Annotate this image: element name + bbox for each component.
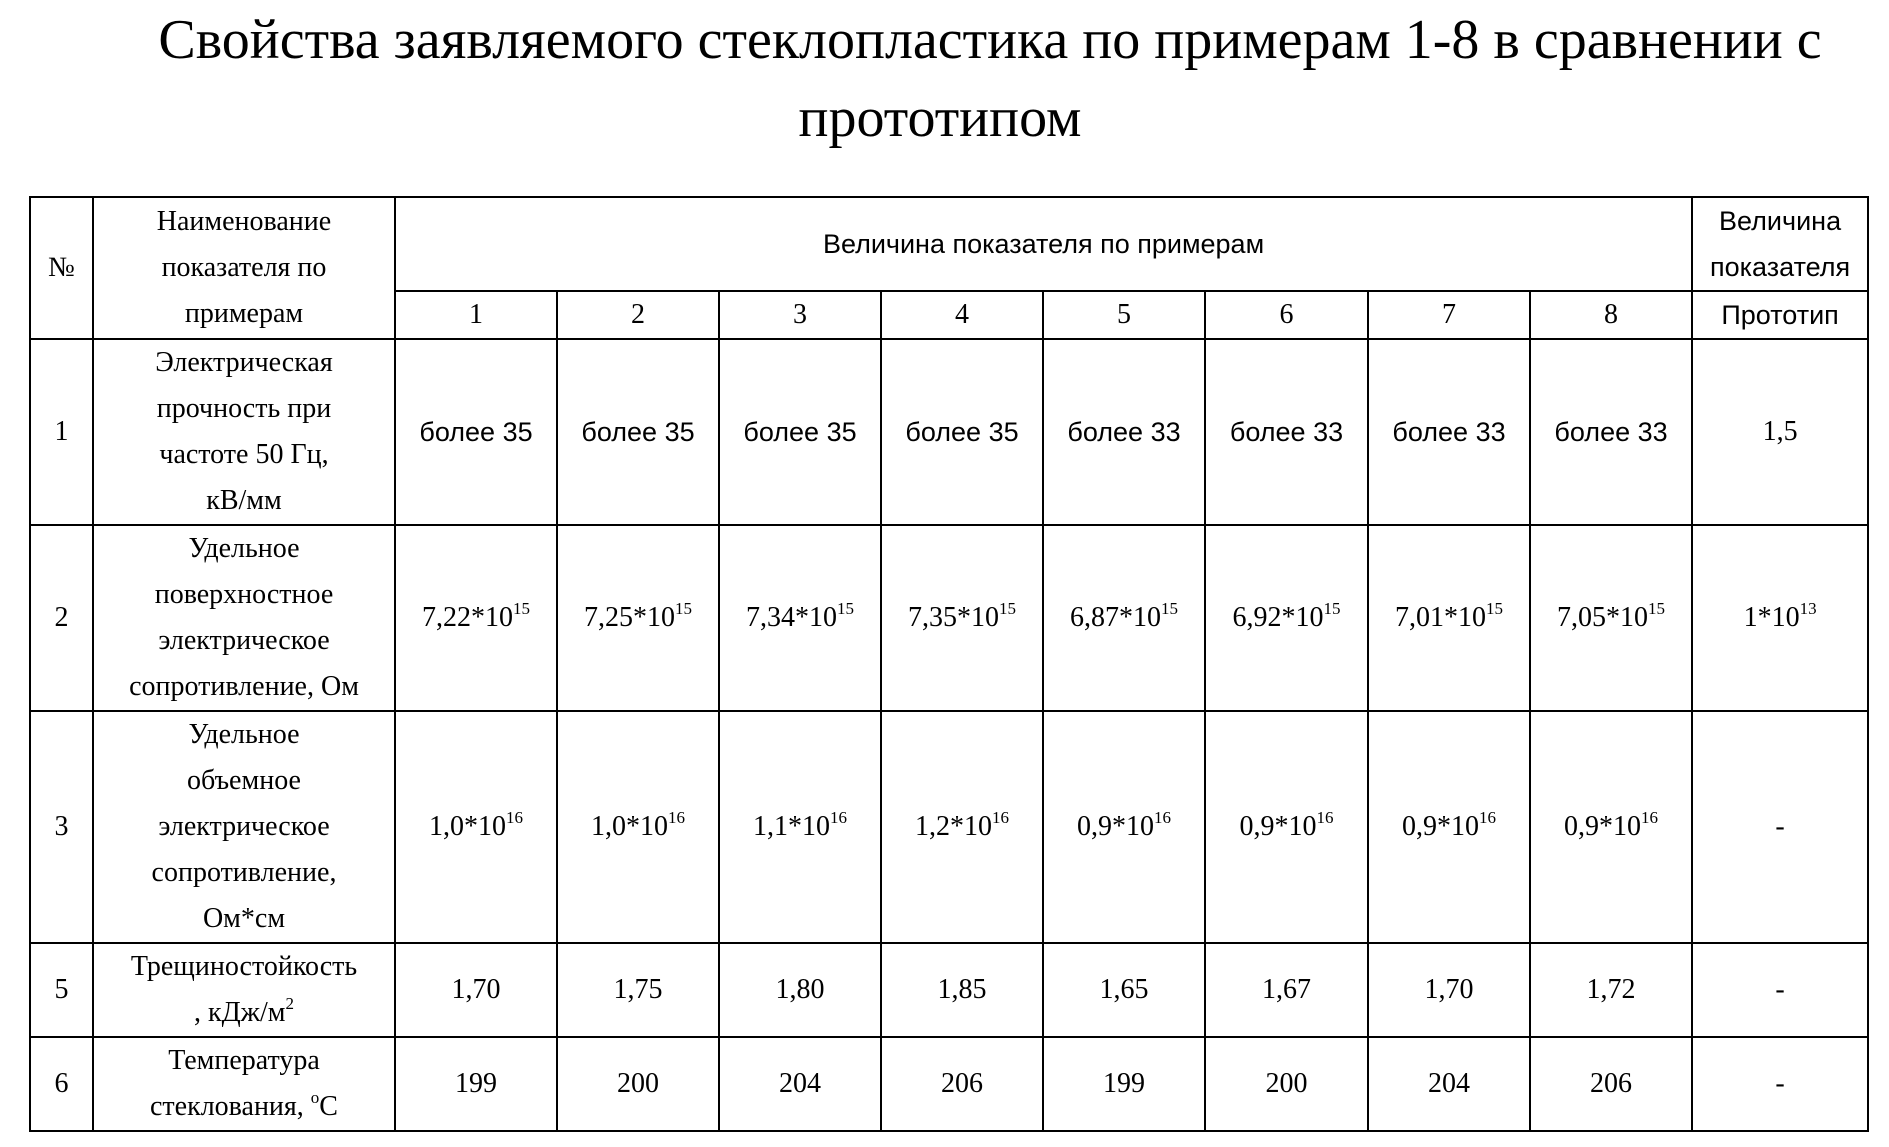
prototype-value: 1,5 — [1763, 416, 1798, 447]
value-exponent: 15 — [1648, 599, 1665, 618]
row-number: 1 — [55, 416, 69, 447]
value-base: 7,34*10 — [746, 602, 837, 633]
table-row — [30, 943, 1868, 1037]
header-example-cell — [881, 291, 1043, 339]
value-cell — [1205, 525, 1368, 711]
value-cell — [719, 943, 881, 1037]
value-cell — [1368, 525, 1530, 711]
header-example-label: 6 — [1280, 299, 1294, 330]
row-number: 2 — [55, 602, 69, 633]
row-number-cell — [30, 711, 93, 943]
value-exponent: 15 — [513, 599, 530, 618]
value-text: 200 — [617, 1068, 659, 1099]
value-exponent: 16 — [830, 808, 847, 827]
prototype-cell — [1692, 525, 1868, 711]
value-cell — [395, 711, 557, 943]
row-name-cell — [93, 1037, 395, 1131]
value-cell — [1043, 943, 1205, 1037]
value-cell — [1368, 1037, 1530, 1131]
row-name-unit: С — [319, 1091, 338, 1122]
header-row-top — [30, 197, 1868, 291]
header-prototype-group-line: Величина — [1719, 206, 1841, 236]
header-example-label: 8 — [1604, 299, 1618, 330]
value-cell — [1530, 943, 1692, 1037]
row-name-cell — [93, 339, 395, 525]
value-base: 1,0*10 — [591, 811, 668, 842]
prototype-cell — [1692, 943, 1868, 1037]
value-text: более 35 — [581, 417, 694, 447]
header-example-cell — [1530, 291, 1692, 339]
value-base: 1,2*10 — [915, 811, 992, 842]
value-cell — [881, 711, 1043, 943]
value-cell — [719, 525, 881, 711]
value-exponent: 15 — [1324, 599, 1341, 618]
value-base: 7,35*10 — [908, 602, 999, 633]
row-number-cell — [30, 339, 93, 525]
row-name-line: Удельное — [188, 719, 299, 750]
value-cell — [395, 525, 557, 711]
value-text: 1,67 — [1262, 974, 1311, 1005]
value-cell — [1530, 711, 1692, 943]
value-cell — [1368, 711, 1530, 943]
value-cell — [881, 525, 1043, 711]
document-title-line-1: Свойства заявляемого стеклопластика по примерам 1-8 в сравнении с — [110, 12, 1870, 68]
value-cell — [881, 339, 1043, 525]
row-number-cell — [30, 1037, 93, 1131]
row-name-line: прочность при — [157, 393, 331, 424]
value-cell — [1205, 339, 1368, 525]
value-cell — [1530, 525, 1692, 711]
value-cell — [557, 525, 719, 711]
value-cell — [395, 943, 557, 1037]
row-number: 6 — [55, 1068, 69, 1099]
header-name-line: Наименование — [157, 206, 331, 237]
value-text: 1,72 — [1587, 974, 1636, 1005]
value-text: 206 — [1590, 1068, 1632, 1099]
value-exponent: 15 — [837, 599, 854, 618]
table-row — [30, 339, 1868, 525]
table-row — [30, 711, 1868, 943]
value-base: 6,92*10 — [1233, 602, 1324, 633]
prototype-value: - — [1775, 811, 1784, 842]
value-cell — [719, 339, 881, 525]
value-text: более 33 — [1554, 417, 1667, 447]
header-example-label: 5 — [1117, 299, 1131, 330]
value-text: 1,75 — [614, 974, 663, 1005]
header-examples-group — [395, 197, 1692, 291]
header-prototype-label: Прототип — [1721, 300, 1838, 330]
row-name-line: стеклования, — [150, 1091, 311, 1122]
value-exponent: 16 — [1154, 808, 1171, 827]
value-text: 204 — [1428, 1068, 1470, 1099]
row-name-line: , кДж/м — [194, 997, 286, 1028]
value-cell — [395, 339, 557, 525]
value-text: более 35 — [905, 417, 1018, 447]
value-cell — [1205, 711, 1368, 943]
value-text: 1,70 — [452, 974, 501, 1005]
value-base: 6,87*10 — [1070, 602, 1161, 633]
value-text: 1,85 — [938, 974, 987, 1005]
header-example-cell — [1368, 291, 1530, 339]
header-example-label: 7 — [1442, 299, 1456, 330]
value-exponent: 16 — [1641, 808, 1658, 827]
table-row — [30, 1037, 1868, 1131]
header-examples-group-label: Величина показателя по примерам — [823, 229, 1264, 259]
value-text: более 35 — [743, 417, 856, 447]
value-base: 7,05*10 — [1557, 602, 1648, 633]
value-cell — [1205, 1037, 1368, 1131]
value-cell — [881, 1037, 1043, 1131]
value-base: 1,1*10 — [753, 811, 830, 842]
value-cell — [881, 943, 1043, 1037]
row-name-cell — [93, 943, 395, 1037]
header-example-cell — [557, 291, 719, 339]
prototype-value-exponent: 13 — [1800, 599, 1817, 618]
header-number-cell — [30, 197, 93, 339]
row-number-cell — [30, 525, 93, 711]
row-name-line: Удельное — [188, 533, 299, 564]
value-base: 0,9*10 — [1240, 811, 1317, 842]
value-cell — [557, 943, 719, 1037]
header-number-label: № — [48, 252, 75, 283]
row-name-line: Ом*см — [203, 903, 285, 934]
prototype-value-base: 1*10 — [1744, 602, 1800, 633]
value-base: 0,9*10 — [1564, 811, 1641, 842]
value-text: более 33 — [1230, 417, 1343, 447]
header-example-cell — [1205, 291, 1368, 339]
value-text: более 33 — [1392, 417, 1505, 447]
value-cell — [1205, 943, 1368, 1037]
header-prototype-group — [1692, 197, 1868, 291]
value-exponent: 16 — [992, 808, 1009, 827]
table-row — [30, 525, 1868, 711]
header-name-line: показателя по — [162, 252, 327, 283]
value-base: 0,9*10 — [1402, 811, 1479, 842]
row-name-cell — [93, 711, 395, 943]
row-name-exponent: 2 — [286, 994, 295, 1013]
value-text: 1,70 — [1425, 974, 1474, 1005]
value-cell — [1530, 339, 1692, 525]
header-example-label: 3 — [793, 299, 807, 330]
value-base: 7,25*10 — [584, 602, 675, 633]
prototype-value: - — [1775, 974, 1784, 1005]
row-name-line: сопротивление, Ом — [129, 671, 359, 702]
prototype-cell — [1692, 1037, 1868, 1131]
value-exponent: 15 — [1486, 599, 1503, 618]
properties-table — [29, 196, 1869, 1132]
row-name-line: Электрическая — [155, 347, 332, 378]
value-cell — [557, 711, 719, 943]
value-exponent: 15 — [999, 599, 1016, 618]
value-text: 1,65 — [1100, 974, 1149, 1005]
header-prototype-group-line: показателя — [1710, 252, 1850, 282]
row-name-line: частоте 50 Гц, — [159, 439, 328, 470]
document-title-line-2: прототипом — [60, 90, 1820, 146]
header-name-cell — [93, 197, 395, 339]
value-cell — [1368, 339, 1530, 525]
prototype-value: - — [1775, 1068, 1784, 1099]
header-example-cell — [395, 291, 557, 339]
value-text: 200 — [1266, 1068, 1308, 1099]
header-example-label: 2 — [631, 299, 645, 330]
header-prototype-cell — [1692, 291, 1868, 339]
row-name-line: электрическое — [158, 625, 329, 656]
value-cell — [557, 339, 719, 525]
value-cell — [1368, 943, 1530, 1037]
row-number-cell — [30, 943, 93, 1037]
value-cell — [557, 1037, 719, 1131]
value-cell — [1043, 339, 1205, 525]
value-cell — [1043, 525, 1205, 711]
value-base: 7,22*10 — [422, 602, 513, 633]
header-example-label: 1 — [469, 299, 483, 330]
value-text: 199 — [1103, 1068, 1145, 1099]
value-base: 7,01*10 — [1395, 602, 1486, 633]
value-base: 1,0*10 — [429, 811, 506, 842]
row-number: 5 — [55, 974, 69, 1005]
value-cell — [1530, 1037, 1692, 1131]
row-number: 3 — [55, 811, 69, 842]
value-cell — [719, 1037, 881, 1131]
row-name-line: кВ/мм — [206, 485, 282, 516]
value-text: более 33 — [1067, 417, 1180, 447]
value-text: более 35 — [419, 417, 532, 447]
prototype-cell — [1692, 711, 1868, 943]
value-exponent: 16 — [506, 808, 523, 827]
prototype-cell — [1692, 339, 1868, 525]
value-cell — [719, 711, 881, 943]
row-name-line: Трещиностойкость — [131, 951, 357, 982]
value-text: 204 — [779, 1068, 821, 1099]
value-text: 1,80 — [776, 974, 825, 1005]
value-exponent: 15 — [675, 599, 692, 618]
value-cell — [1043, 711, 1205, 943]
header-example-label: 4 — [955, 299, 969, 330]
row-name-line: электрическое — [158, 811, 329, 842]
value-exponent: 16 — [668, 808, 685, 827]
value-text: 199 — [455, 1068, 497, 1099]
header-example-cell — [719, 291, 881, 339]
value-exponent: 15 — [1161, 599, 1178, 618]
row-name-line: Температура — [168, 1045, 320, 1076]
row-name-line: объемное — [187, 765, 301, 796]
value-exponent: 16 — [1317, 808, 1334, 827]
header-example-cell — [1043, 291, 1205, 339]
header-name-line: примерам — [185, 298, 303, 329]
value-exponent: 16 — [1479, 808, 1496, 827]
value-cell — [395, 1037, 557, 1131]
value-text: 206 — [941, 1068, 983, 1099]
degree-sign: o — [311, 1088, 320, 1107]
row-name-line: сопротивление, — [152, 857, 337, 888]
row-name-line: поверхностное — [155, 579, 334, 610]
value-base: 0,9*10 — [1077, 811, 1154, 842]
value-cell — [1043, 1037, 1205, 1131]
row-name-cell — [93, 525, 395, 711]
